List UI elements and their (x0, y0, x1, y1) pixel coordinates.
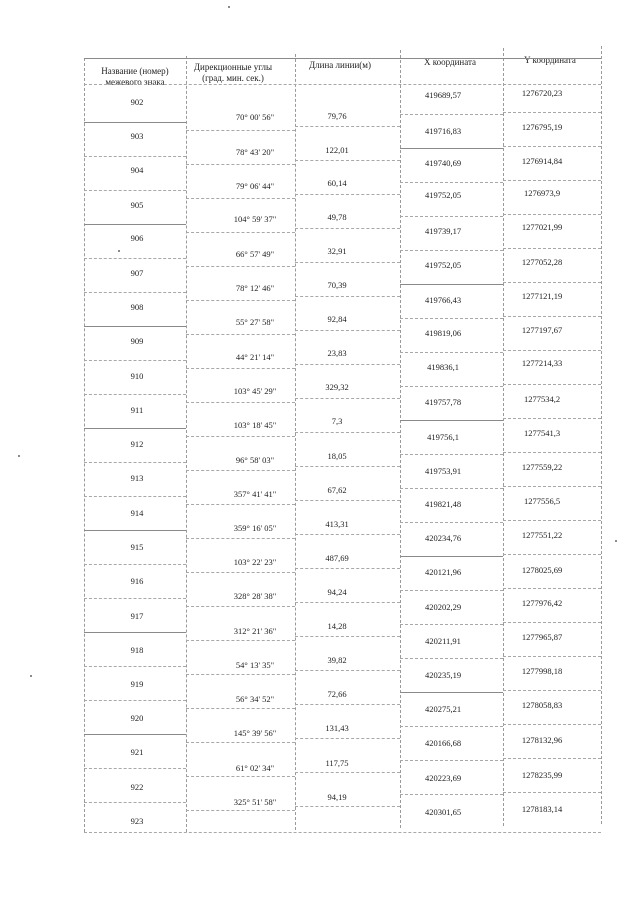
grid-hline (400, 284, 503, 285)
grid-vline (295, 54, 296, 830)
grid-hline (295, 398, 400, 399)
grid-hline (503, 282, 601, 283)
segment-length: 131,43 (325, 723, 349, 733)
segment-angle: 359° 16' 05" (233, 523, 277, 533)
grid-hline (84, 632, 186, 633)
grid-hline (84, 666, 186, 667)
grid-hline (84, 156, 186, 157)
segment-angle: 55° 27' 58" (235, 317, 275, 327)
segment-length: 487,69 (325, 553, 349, 563)
segment-angle: 56° 34' 52" (235, 694, 275, 704)
point-y: 1277559,22 (521, 462, 563, 472)
grid-hline (295, 806, 400, 807)
point-y: 1277214,33 (521, 358, 563, 368)
point-name: 923 (130, 816, 144, 826)
point-x: 420275,21 (424, 704, 462, 714)
segment-length: 67,62 (327, 485, 347, 495)
grid-hline (400, 250, 503, 251)
grid-hline (186, 368, 295, 369)
point-name: 904 (130, 165, 144, 175)
segment-length: 39,82 (327, 655, 347, 665)
point-y: 1277197,67 (521, 325, 563, 335)
grid-hline (400, 114, 503, 115)
grid-hline (400, 726, 503, 727)
point-name: 915 (130, 542, 144, 552)
grid-hline (186, 300, 295, 301)
point-name: 922 (130, 782, 144, 792)
grid-hline (503, 520, 601, 521)
grid-hline (84, 326, 186, 327)
grid-hline (295, 602, 400, 603)
header-length: Длина линии(м) (309, 60, 371, 70)
grid-hline (84, 768, 186, 769)
grid-hline (84, 84, 601, 85)
point-name: 911 (130, 405, 144, 415)
segment-angle: 325° 51' 58" (233, 797, 277, 807)
grid-hline (295, 160, 400, 161)
grid-hline (186, 742, 295, 743)
point-x: 419756,1 (427, 432, 459, 442)
grid-hline (84, 394, 186, 395)
grid-hline (84, 832, 601, 833)
point-y: 1276914,84 (521, 156, 563, 166)
point-y: 1277021,99 (521, 222, 563, 232)
segment-length: 117,75 (325, 758, 349, 768)
grid-hline (186, 674, 295, 675)
segment-length: 23,83 (327, 348, 347, 358)
grid-hline (503, 316, 601, 317)
grid-hline (295, 500, 400, 501)
point-y: 1276795,19 (521, 122, 563, 132)
grid-hline (186, 810, 295, 811)
grid-hline (503, 724, 601, 725)
grid-hline (186, 606, 295, 607)
grid-hline (295, 228, 400, 229)
point-x: 419716,83 (424, 126, 462, 136)
point-y: 1277556,5 (523, 496, 561, 506)
grid-hline (400, 318, 503, 319)
header-y: Y координата (524, 55, 576, 65)
point-y: 1276973,9 (523, 188, 561, 198)
point-name: 903 (130, 131, 144, 141)
grid-hline (503, 248, 601, 249)
point-x: 420235,19 (424, 670, 462, 680)
grid-hline (186, 708, 295, 709)
grid-hline (186, 572, 295, 573)
point-name: 914 (130, 508, 144, 518)
grid-hline (503, 384, 601, 385)
point-x: 419752,05 (424, 260, 462, 270)
grid-hline (186, 130, 295, 131)
grid-hline (503, 554, 601, 555)
point-x: 419819,06 (424, 328, 462, 338)
grid-hline (503, 622, 601, 623)
point-name: 908 (130, 302, 144, 312)
grid-hline (400, 794, 503, 795)
point-y: 1277052,28 (521, 257, 563, 267)
point-x: 420202,29 (424, 602, 462, 612)
point-name: 921 (130, 747, 144, 757)
scan-speck (118, 250, 120, 252)
segment-angle: 103° 18' 45" (233, 420, 277, 430)
grid-hline (186, 334, 295, 335)
grid-hline (400, 454, 503, 455)
point-y: 1276720,23 (521, 88, 563, 98)
grid-hline (295, 772, 400, 773)
segment-length: 49,78 (327, 212, 347, 222)
grid-hline (295, 738, 400, 739)
point-name: 905 (130, 200, 144, 210)
grid-hline (84, 700, 186, 701)
grid-hline (295, 534, 400, 535)
grid-hline (295, 364, 400, 365)
segment-length: 7,3 (331, 416, 343, 426)
segment-length: 329,32 (325, 382, 349, 392)
grid-hline (503, 146, 601, 147)
point-name: 920 (130, 713, 144, 723)
segment-length: 92,84 (327, 314, 347, 324)
grid-hline (503, 486, 601, 487)
segment-angle: 96° 58' 03" (235, 455, 275, 465)
point-y: 1278058,83 (521, 700, 563, 710)
grid-hline (186, 470, 295, 471)
point-x: 419766,43 (424, 295, 462, 305)
grid-hline (503, 112, 601, 113)
point-x: 419689,57 (424, 90, 462, 100)
point-y: 1278025,69 (521, 565, 563, 575)
segment-angle: 66° 57' 49" (235, 249, 275, 259)
scan-speck (615, 540, 617, 542)
grid-hline (503, 350, 601, 351)
grid-hline (295, 262, 400, 263)
segment-angle: 44° 21' 14" (235, 352, 275, 362)
grid-hline (400, 556, 503, 557)
grid-hline (503, 214, 601, 215)
segment-length: 70,39 (327, 280, 347, 290)
grid-hline (503, 656, 601, 657)
segment-angle: 145° 39' 56" (233, 728, 277, 738)
header-x: X координата (423, 57, 477, 67)
point-y: 1277976,42 (521, 598, 563, 608)
grid-hline (295, 194, 400, 195)
grid-hline (84, 224, 186, 225)
segment-angle: 54° 13' 35" (235, 660, 275, 670)
segment-angle: 61° 02' 34" (235, 763, 275, 773)
grid-hline (84, 598, 186, 599)
segment-angle: 79° 06' 44" (235, 181, 275, 191)
grid-hline (295, 432, 400, 433)
scan-speck (30, 675, 32, 677)
point-name: 906 (130, 233, 144, 243)
segment-angle: 328° 28' 38" (233, 591, 277, 601)
grid-hline (295, 126, 400, 127)
point-x: 419753,91 (424, 466, 462, 476)
grid-hline (84, 462, 186, 463)
grid-vline (601, 46, 602, 824)
segment-length: 94,19 (327, 792, 347, 802)
grid-hline (400, 488, 503, 489)
point-x: 420166,68 (424, 738, 462, 748)
grid-hline (295, 670, 400, 671)
grid-hline (84, 802, 186, 803)
segment-length: 60,14 (327, 178, 347, 188)
grid-hline (400, 590, 503, 591)
segment-angle: 312° 21' 36" (233, 626, 277, 636)
scan-speck (228, 6, 230, 8)
point-name: 918 (130, 645, 144, 655)
grid-vline (186, 56, 187, 832)
point-x: 420223,69 (424, 773, 462, 783)
segment-angle: 70° 00' 56" (235, 112, 275, 122)
grid-hline (84, 360, 186, 361)
segment-length: 72,66 (327, 689, 347, 699)
segment-length: 14,28 (327, 621, 347, 631)
grid-hline (503, 792, 601, 793)
point-x: 419757,78 (424, 397, 462, 407)
point-y: 1277534,2 (523, 394, 561, 404)
grid-hline (503, 758, 601, 759)
point-y: 1277998,18 (521, 666, 563, 676)
point-y: 1278235,99 (521, 770, 563, 780)
grid-hline (186, 402, 295, 403)
grid-hline (84, 530, 186, 531)
segment-length: 18,05 (327, 451, 347, 461)
grid-hline (186, 504, 295, 505)
point-name: 919 (130, 679, 144, 689)
grid-hline (84, 564, 186, 565)
point-x: 419740,69 (424, 158, 462, 168)
grid-hline (295, 568, 400, 569)
point-name: 912 (130, 439, 144, 449)
header-name: Название (номер) межевого знака (101, 66, 169, 87)
scan-speck (18, 455, 20, 457)
grid-hline (84, 122, 186, 123)
grid-hline (186, 266, 295, 267)
grid-hline (84, 428, 186, 429)
grid-hline (186, 232, 295, 233)
grid-hline (186, 776, 295, 777)
point-name: 902 (130, 97, 144, 107)
point-name: 909 (130, 336, 144, 346)
segment-length: 94,24 (327, 587, 347, 597)
point-y: 1277541,3 (523, 428, 561, 438)
grid-hline (400, 420, 503, 421)
grid-hline (400, 658, 503, 659)
grid-hline (400, 352, 503, 353)
grid-hline (84, 496, 186, 497)
grid-hline (186, 538, 295, 539)
grid-hline (295, 466, 400, 467)
grid-hline (84, 58, 601, 59)
point-x: 419821,48 (424, 499, 462, 509)
point-x: 420211,91 (425, 636, 461, 646)
segment-length: 122,01 (325, 145, 349, 155)
grid-hline (295, 704, 400, 705)
grid-hline (186, 164, 295, 165)
point-y: 1277965,87 (521, 632, 563, 642)
grid-hline (295, 330, 400, 331)
grid-hline (295, 296, 400, 297)
grid-hline (400, 386, 503, 387)
point-y: 1277121,19 (521, 291, 563, 301)
grid-hline (400, 148, 503, 149)
point-x: 420234,76 (424, 533, 462, 543)
grid-hline (295, 636, 400, 637)
point-name: 910 (130, 371, 144, 381)
point-x: 419752,05 (424, 190, 462, 200)
grid-hline (186, 198, 295, 199)
segment-length: 32,91 (327, 246, 347, 256)
segment-angle: 357° 41' 41" (233, 489, 277, 499)
point-name: 907 (130, 268, 144, 278)
grid-hline (400, 692, 503, 693)
point-name: 913 (130, 473, 144, 483)
point-x: 419739,17 (424, 226, 462, 236)
grid-hline (84, 292, 186, 293)
segment-length: 413,31 (325, 519, 349, 529)
grid-hline (186, 640, 295, 641)
segment-angle: 103° 45' 29" (233, 386, 277, 396)
segment-angle: 78° 12' 46" (235, 283, 275, 293)
header-angle: Дирекционные углы (град. мин. сек.) (193, 62, 273, 83)
grid-hline (400, 624, 503, 625)
grid-hline (503, 452, 601, 453)
grid-hline (84, 190, 186, 191)
point-y: 1277551,22 (521, 530, 563, 540)
point-x: 419836,1 (427, 362, 459, 372)
grid-hline (503, 180, 601, 181)
grid-hline (400, 182, 503, 183)
grid-hline (84, 734, 186, 735)
grid-hline (503, 690, 601, 691)
segment-angle: 103° 22' 23" (233, 557, 277, 567)
point-y: 1278132,96 (521, 735, 563, 745)
point-x: 420301,65 (424, 807, 462, 817)
grid-hline (400, 216, 503, 217)
grid-hline (84, 258, 186, 259)
segment-angle: 104° 59' 37" (233, 214, 277, 224)
grid-hline (400, 522, 503, 523)
grid-hline (400, 760, 503, 761)
grid-vline (84, 58, 85, 832)
segment-length: 79,76 (327, 111, 347, 121)
segment-angle: 78° 43' 20" (235, 147, 275, 157)
grid-hline (503, 588, 601, 589)
point-x: 420121,96 (424, 567, 462, 577)
point-name: 917 (130, 611, 144, 621)
point-name: 916 (130, 576, 144, 586)
point-y: 1278183,14 (521, 804, 563, 814)
grid-hline (503, 418, 601, 419)
grid-hline (186, 436, 295, 437)
